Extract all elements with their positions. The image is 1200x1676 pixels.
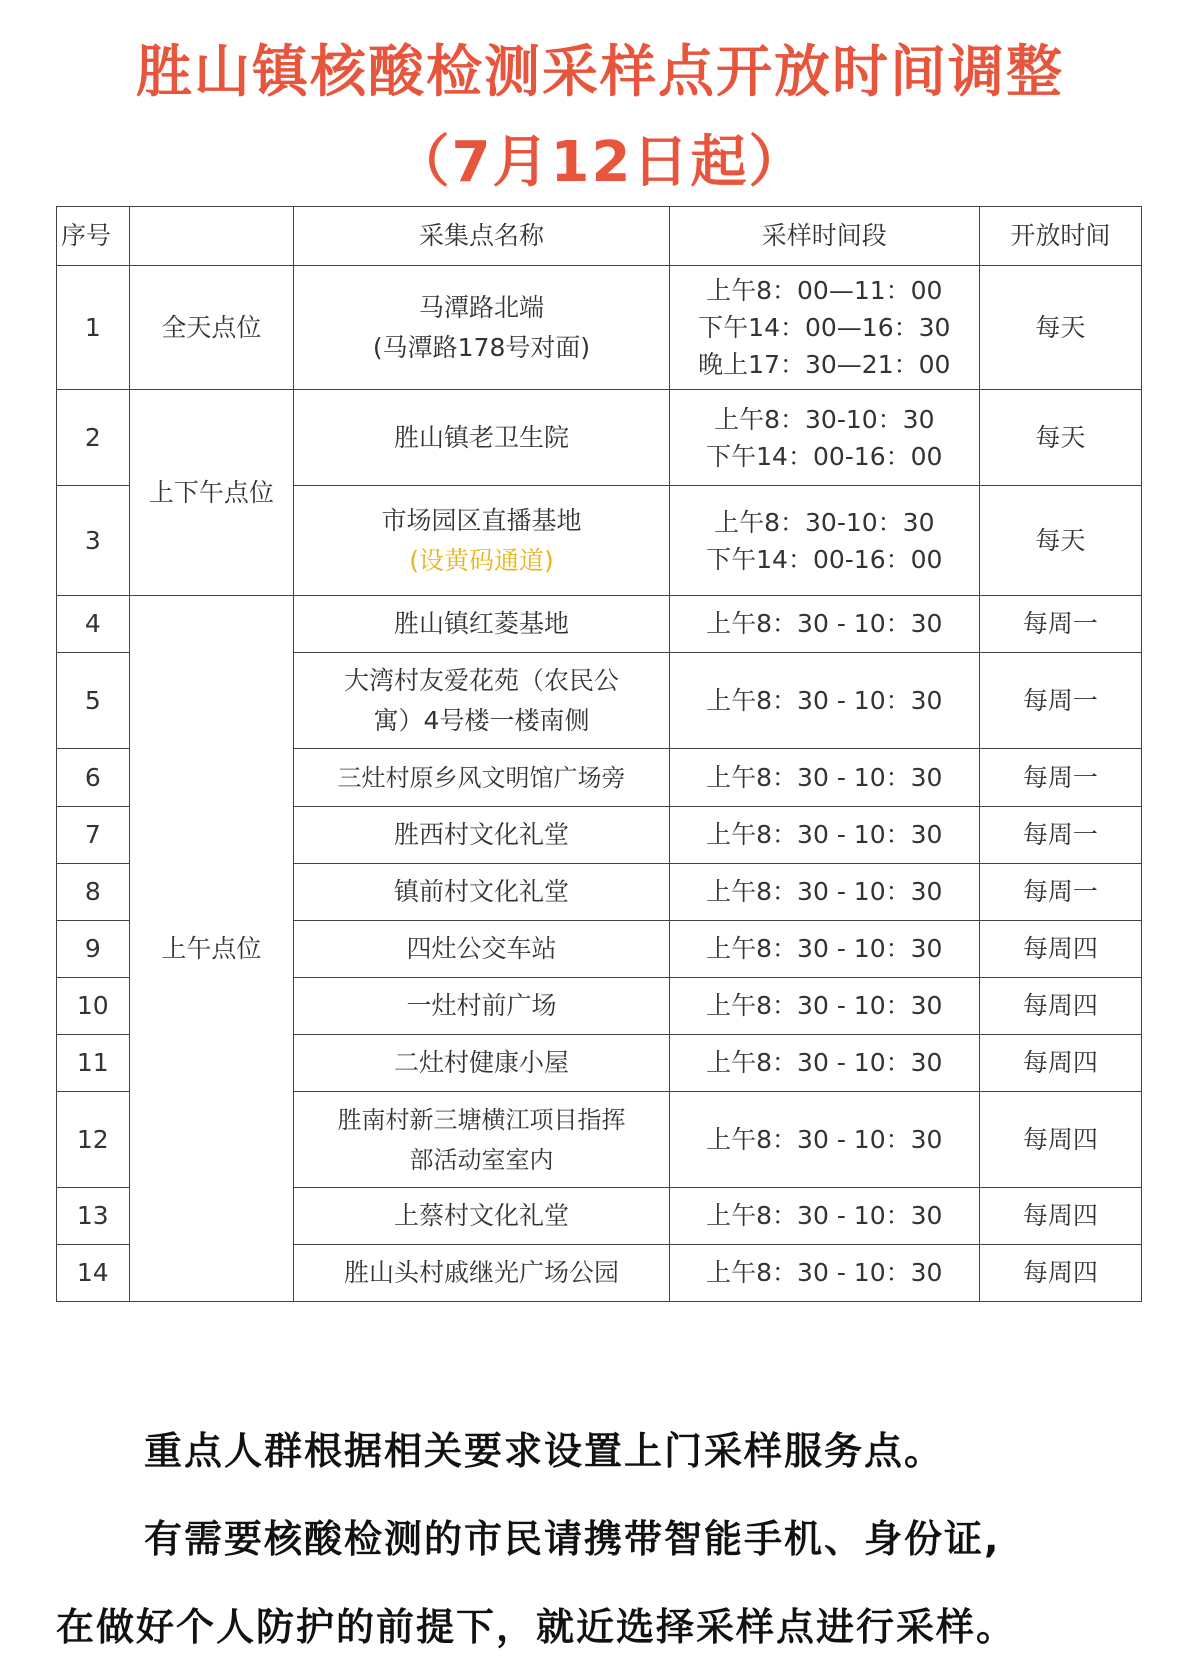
sampling-schedule-table	[56, 206, 1142, 1302]
note-bring-documents: 有需要核酸检测的市民请携带智能手机、身份证,	[144, 1517, 1001, 1561]
row-site-name: 上蔡村文化礼堂	[294, 1188, 670, 1245]
row-seq: 11	[57, 1035, 130, 1092]
row-time: 上午8：30-10：30 下午14：00-16：00	[669, 390, 979, 486]
row-seq: 13	[57, 1188, 130, 1245]
row-site-name: 镇前村文化礼堂	[294, 864, 670, 921]
row-site-name: 胜西村文化礼堂	[294, 807, 670, 864]
row-open: 每天	[979, 486, 1141, 596]
row-open: 每周四	[979, 1245, 1141, 1302]
row-time: 上午8：30 - 10：30	[669, 1092, 979, 1188]
row-site-name: 胜南村新三塘横江项目指挥 部活动室室内	[294, 1092, 670, 1188]
row-open: 每周一	[979, 653, 1141, 749]
row-open: 每周一	[979, 749, 1141, 807]
table-row	[57, 390, 1142, 486]
yellow-code-channel-note: (设黄码通道)	[409, 545, 554, 575]
header-time: 采样时间段	[669, 207, 979, 266]
row-seq: 6	[57, 749, 130, 807]
category-all-day: 全天点位	[129, 266, 293, 390]
header-seq: 序号	[57, 207, 130, 266]
row-site-name: 四灶公交车站	[294, 921, 670, 978]
row-open: 每周一	[979, 596, 1141, 653]
row-seq: 5	[57, 653, 130, 749]
row-open: 每周四	[979, 1092, 1141, 1188]
header-open: 开放时间	[979, 207, 1141, 266]
row-seq: 3	[57, 486, 130, 596]
table-row	[57, 266, 1142, 390]
row-time: 上午8：00—11：00 下午14：00—16：30 晚上17：30—21：00	[669, 266, 979, 390]
row-site-name: 一灶村前广场	[294, 978, 670, 1035]
row-open: 每天	[979, 266, 1141, 390]
category-am-pm: 上下午点位	[129, 390, 293, 596]
row-seq: 4	[57, 596, 130, 653]
row-seq: 7	[57, 807, 130, 864]
row-site-name: 二灶村健康小屋	[294, 1035, 670, 1092]
row-site-name: 大湾村友爱花苑（农民公 寓）4号楼一楼南侧	[294, 653, 670, 749]
row-time: 上午8：30 - 10：30	[669, 978, 979, 1035]
row-seq: 14	[57, 1245, 130, 1302]
row-seq: 2	[57, 390, 130, 486]
row-seq: 8	[57, 864, 130, 921]
row-site-name: 胜山镇老卫生院	[294, 390, 670, 486]
header-category	[129, 207, 293, 266]
row-time: 上午8：30 - 10：30	[669, 807, 979, 864]
row-open: 每周四	[979, 1188, 1141, 1245]
row-time: 上午8：30 - 10：30	[669, 596, 979, 653]
row-seq: 12	[57, 1092, 130, 1188]
category-am: 上午点位	[129, 596, 293, 1302]
page-subtitle-date: （7月12日起）	[393, 130, 807, 195]
row-site-name: 市场园区直播基地 (设黄码通道)	[294, 486, 670, 596]
page-title: 胜山镇核酸检测采样点开放时间调整	[136, 40, 1064, 105]
header-name: 采集点名称	[294, 207, 670, 266]
row-open: 每周一	[979, 807, 1141, 864]
row-seq: 9	[57, 921, 130, 978]
note-choose-nearby: 在做好个人防护的前提下，就近选择采样点进行采样。	[56, 1605, 1017, 1649]
table-header-row	[57, 207, 1142, 266]
row-open: 每周一	[979, 864, 1141, 921]
row-time: 上午8：30 - 10：30	[669, 653, 979, 749]
row-time: 上午8：30 - 10：30	[669, 1245, 979, 1302]
row-site-name: 胜山镇红菱基地	[294, 596, 670, 653]
row-time: 上午8：30 - 10：30	[669, 921, 979, 978]
row-open: 每天	[979, 390, 1141, 486]
row-open: 每周四	[979, 1035, 1141, 1092]
row-time: 上午8：30 - 10：30	[669, 864, 979, 921]
row-seq: 1	[57, 266, 130, 390]
row-time: 上午8：30-10：30 下午14：00-16：00	[669, 486, 979, 596]
row-time: 上午8：30 - 10：30	[669, 749, 979, 807]
row-site-name: 胜山头村戚继光广场公园	[294, 1245, 670, 1302]
row-open: 每周四	[979, 921, 1141, 978]
row-seq: 10	[57, 978, 130, 1035]
row-site-name: 马潭路北端 (马潭路178号对面)	[294, 266, 670, 390]
row-time: 上午8：30 - 10：30	[669, 1188, 979, 1245]
row-open: 每周四	[979, 978, 1141, 1035]
row-site-name: 三灶村原乡风文明馆广场旁	[294, 749, 670, 807]
row-time: 上午8：30 - 10：30	[669, 1035, 979, 1092]
note-home-sampling: 重点人群根据相关要求设置上门采样服务点。	[144, 1429, 945, 1473]
table-row	[57, 596, 1142, 653]
